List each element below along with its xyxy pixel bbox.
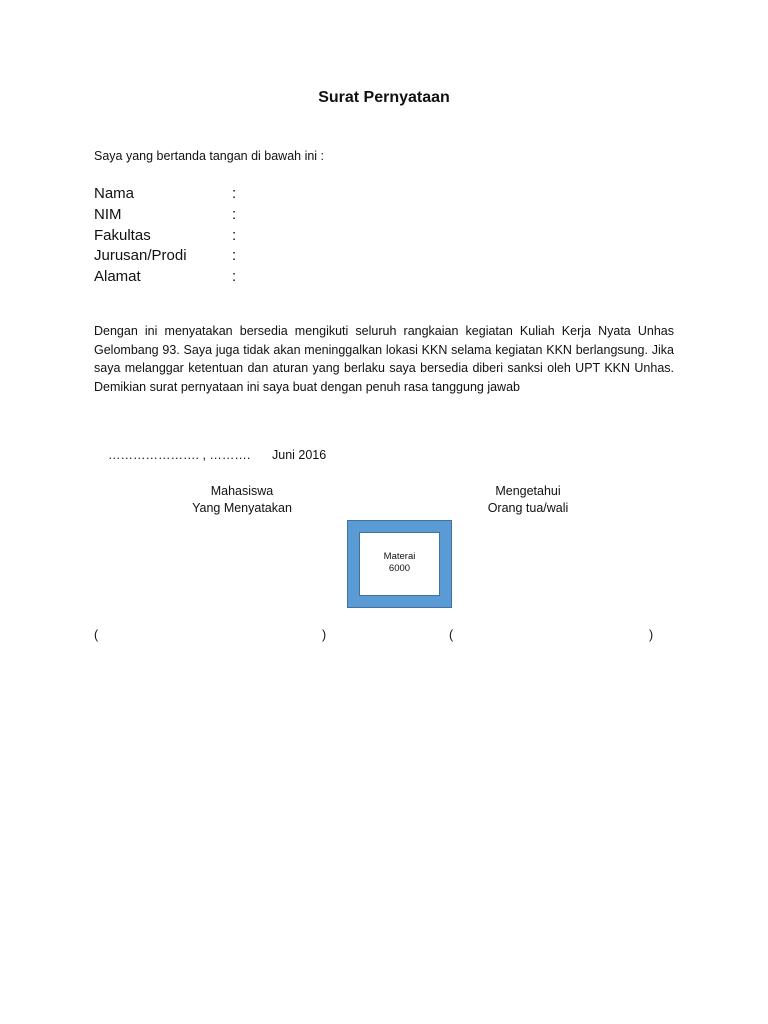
signatory-right — [468, 484, 588, 515]
field-separator: : — [232, 185, 237, 202]
field-label: Nama — [94, 185, 135, 202]
signature-left-close: ) — [322, 628, 327, 642]
stamp-inner — [359, 532, 440, 596]
signatory-right-role: Mengetahui — [495, 484, 561, 498]
field-alamat — [94, 267, 236, 287]
signature-right-close: ) — [649, 628, 654, 642]
field-separator: : — [232, 268, 237, 285]
field-separator: : — [232, 206, 237, 223]
field-separator: : — [232, 247, 237, 264]
date-month-year: Juni 2016 — [272, 448, 327, 462]
signatory-left — [182, 484, 302, 515]
stamp-value: 6000 — [388, 563, 411, 574]
statement-paragraph: Dengan ini menyatakan bersedia mengikuti seluruh rangkaian kegiatan Kuliah Kerja Nyata Unhas Gelombang 93. Saya juga tidak akan meninggalkan lokasi KKN selama kegiatan KKN berlangsung. Jika saya melanggar ketentuan dan aturan yang berlaku saya bersedia diberi sanksi oleh UPT KKN Unhas. Demikian surat pernyataan ini saya buat dengan penuh rasa tanggung jawab — [94, 324, 674, 394]
signatory-right-desc: Orang tua/wali — [487, 501, 569, 515]
stamp-box — [347, 520, 452, 608]
signatory-left-desc: Yang Menyatakan — [192, 501, 292, 515]
stamp-label: Materai — [383, 551, 416, 562]
intro-text: Saya yang bertanda tangan di bawah ini : — [94, 149, 325, 163]
signature-left-open: ( — [94, 628, 99, 642]
field-jurusan — [94, 246, 236, 266]
field-label: NIM — [94, 206, 122, 223]
field-label: Alamat — [94, 268, 141, 285]
field-nama — [94, 184, 236, 204]
signature-right-open: ( — [449, 628, 454, 642]
field-fakultas — [94, 226, 236, 246]
field-nim — [94, 205, 236, 225]
signatory-left-role: Mahasiswa — [210, 484, 274, 498]
field-label: Jurusan/Prodi — [94, 247, 187, 264]
field-separator: : — [232, 227, 237, 244]
document-title: Surat Pernyataan — [318, 89, 450, 106]
date-blanks: …………………. , ………. — [108, 448, 251, 462]
field-label: Fakultas — [94, 227, 151, 244]
